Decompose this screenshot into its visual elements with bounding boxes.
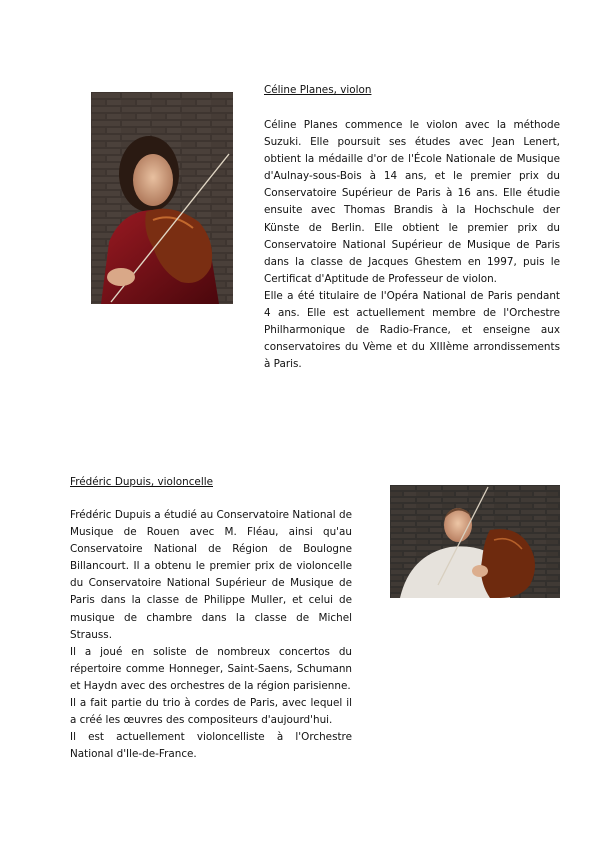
frederic-heading: Frédéric Dupuis, violoncelle bbox=[70, 476, 213, 488]
frederic-bio bbox=[70, 507, 352, 763]
celine-paragraph: Céline Planes commence le violon avec la méthode Suzuki. Elle poursuit ses études avec Jean Lenert, obtient la médaille d'or de l'École Nationale de Musique d'Aulnay-sous-Bois à 14 ans, et le premier prix du Conservatoire Supérieur de Paris à 16 ans. Elle étudie ensuite avec Thomas Brandis à la Hochschule der Künste de Berlin. Elle obtient le premier prix du Conservatoire National Supérieur de Musique de Paris dans la classe de Jacques Ghestem en 1997, puis le Certificat d'Aptitude de Professeur de violon. bbox=[264, 119, 560, 285]
frederic-paragraph: Il a joué en soliste de nombreux concertos du répertoire comme Honneger, Saint-Saens, Schumann et Haydn avec des orchestres de la région parisienne. bbox=[70, 645, 352, 692]
frederic-paragraph: Frédéric Dupuis a étudié au Conservatoire National de Musique de Rouen avec M. Fléau, ainsi qu'au Conservatoire National de Région de Boulogne Billancourt. Il a obtenu le premier prix de violoncelle du Conservatoire National Supérieur de Musique de Paris dans la classe de Philippe Muller, et celui de musique de chambre dans la classe de Michel Strauss. bbox=[70, 509, 352, 641]
frederic-paragraph: Il a fait partie du trio à cordes de Paris, avec lequel il a créé les œuvres des compositeurs d'aujourd'hui. bbox=[70, 697, 352, 727]
frederic-paragraph: Il est actuellement violoncelliste à l'Orchestre National d'Ile-de-France. bbox=[70, 731, 352, 761]
celine-bio bbox=[264, 117, 560, 373]
celine-heading: Céline Planes, violon bbox=[264, 84, 372, 96]
violinist-photo bbox=[91, 92, 233, 304]
cellist-photo bbox=[390, 485, 560, 598]
celine-paragraph: Elle a été titulaire de l'Opéra National de Paris pendant 4 ans. Elle est actuellement membre de l'Orchestre Philharmonique de Radio-France, et enseigne aux conservatoires du Vème et du XIIIème arrondissements à Paris. bbox=[264, 289, 560, 371]
